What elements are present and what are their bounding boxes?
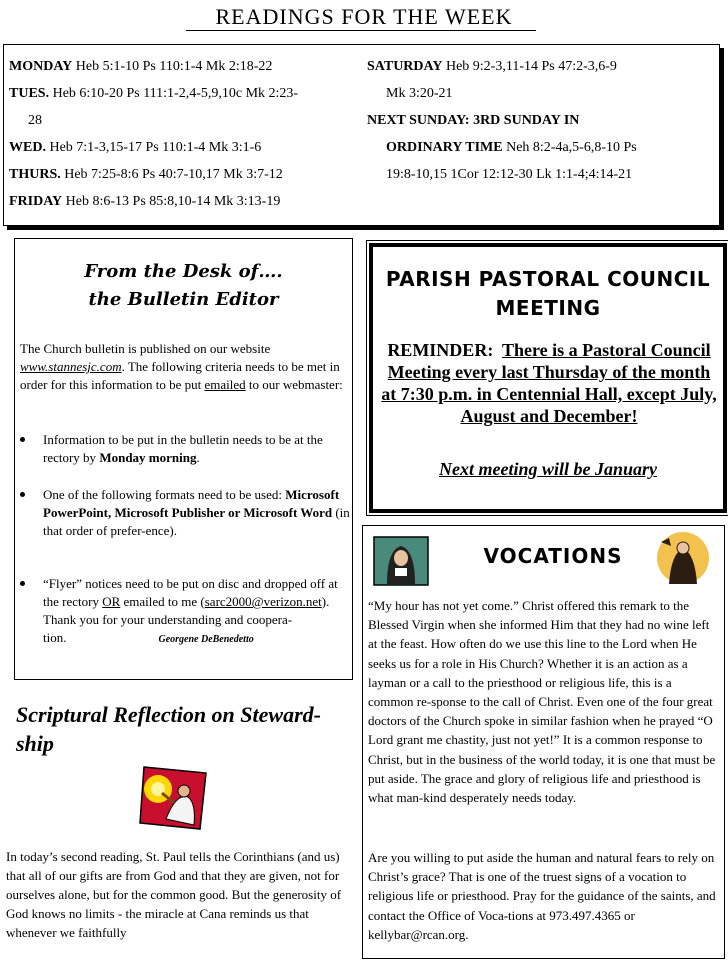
title-underline	[186, 30, 536, 31]
reading-line: THURS. Heb 7:25-8:6 Ps 40:7-10,17 Mk 3:7-12	[9, 167, 283, 182]
editor-heading-line2: the Bulletin Editor	[88, 289, 279, 310]
website-link[interactable]: www.stannesjc.com	[20, 359, 122, 374]
council-reminder: REMINDER: There is a Pastoral Council Meeting every last Thursday of the month at 7:30 p.m. in Centennial Hall, except July, August and December!	[381, 340, 717, 426]
vocations-paragraph: Are you willing to put aside the human and natural fears to rely on Christ’s grace? That is one of the truest signs of a vocation to religious life or priesthood. Pray for the guidance of the saints, and contact the Office of Voca-tions at 973.497.4365 or kellybar@rcan.org.	[368, 850, 716, 942]
praying-figure-icon	[653, 530, 711, 588]
reading-line: FRIDAY Heb 8:6-13 Ps 85:8,10-14 Mk 3:13-19	[9, 194, 281, 209]
reading-line: 19:8-10,15 1Cor 12:12-30 Lk 1:1-4;4:14-21	[386, 167, 633, 182]
signature: Georgene DeBenedetto	[158, 634, 254, 645]
nun-icon	[373, 536, 429, 586]
editor-heading-line1: From the Desk of….	[84, 261, 283, 282]
vocations-title: VOCATIONS	[483, 544, 623, 568]
criteria-item: Information to be put in the bulletin needs to be at the rectory by Monday morning.	[20, 431, 350, 467]
bullet-icon	[20, 492, 25, 497]
stewardship-body: In today’s second reading, St. Paul tells the Corinthians (and us) that all of our gifts are from God and that they are given, not for ourselves alone, but for the common good. But the generosity of God knows no limits - the miracle at Cana reminds us that whenever we faithfully	[6, 849, 342, 940]
reading-line: MONDAY Heb 5:1-10 Ps 110:1-4 Mk 2:18-22	[9, 59, 273, 74]
criteria-item: “Flyer” notices need to be put on disc and dropped off at the rectory OR emailed to me (sarc2000@verizon.net). Thank you for your understanding and coopera-tion. Georgene DeBenedetto	[20, 575, 350, 649]
editor-intro: The Church bulletin is published on our website www.stannesjc.com. The following criteria needs to be met in order for this information to be put emailed to our webmaster:	[20, 341, 343, 392]
bullet-icon	[20, 581, 25, 586]
editor-box	[14, 238, 353, 680]
readings-left-column	[9, 53, 354, 215]
reading-line: TUES. Heb 6:10-20 Ps 111:1-2,4-5,9,10c Mk 2:23-	[9, 86, 299, 101]
readings-right-column	[367, 53, 712, 188]
council-box	[369, 243, 727, 513]
reading-line: SATURDAY Heb 9:2-3,11-14 Ps 47:2-3,6-9	[367, 59, 617, 74]
council-title: PARISH PASTORAL COUNCIL MEETING	[385, 267, 711, 320]
council-next-meeting: Next meeting will be January	[439, 459, 657, 479]
criteria-item: One of the following formats need to be used: Microsoft PowerPoint, Microsoft Publisher or Microsoft Word (in that order of prefer-ence).	[20, 486, 350, 540]
page-title: READINGS FOR THE WEEK	[215, 4, 513, 29]
email-link[interactable]: sarc2000@verizon.net	[204, 594, 322, 609]
vocations-box	[362, 525, 725, 959]
readings-box	[3, 44, 720, 226]
reading-line: ORDINARY TIME Neh 8:2-4a,5-6,8-10 Ps	[386, 140, 637, 155]
bullet-icon	[20, 437, 25, 442]
vocations-paragraph: “My hour has not yet come.” Christ offered this remark to the Blessed Virgin when she informed Him that they had no wine left at the feast. How often do we use this line to the Lord when He seeks us for a role in His Church? Whether it is an action as a layman or a call to the priesthood or religious life, this is a common re-sponse to the call of Christ. Even one of the four great doctors of the Church spoke in similar fashion when he prayed “O Lord grant me chastity, just not yet!” It is a common response to Christ, but in the business of the world today, it is one that must be put aside. The grace and glory of religious life and priesthood is what man-kind desperately needs today.	[368, 598, 716, 806]
torch-figure-icon	[136, 763, 208, 831]
reading-line: Mk 3:20-21	[386, 86, 453, 101]
reading-line: 28	[28, 113, 42, 128]
reading-line: WED. Heb 7:1-3,15-17 Ps 110:1-4 Mk 3:1-6	[9, 140, 262, 155]
stewardship-title: Scriptural Reflection on Steward-ship	[16, 702, 321, 756]
reading-line: NEXT SUNDAY: 3RD SUNDAY IN	[367, 113, 580, 128]
